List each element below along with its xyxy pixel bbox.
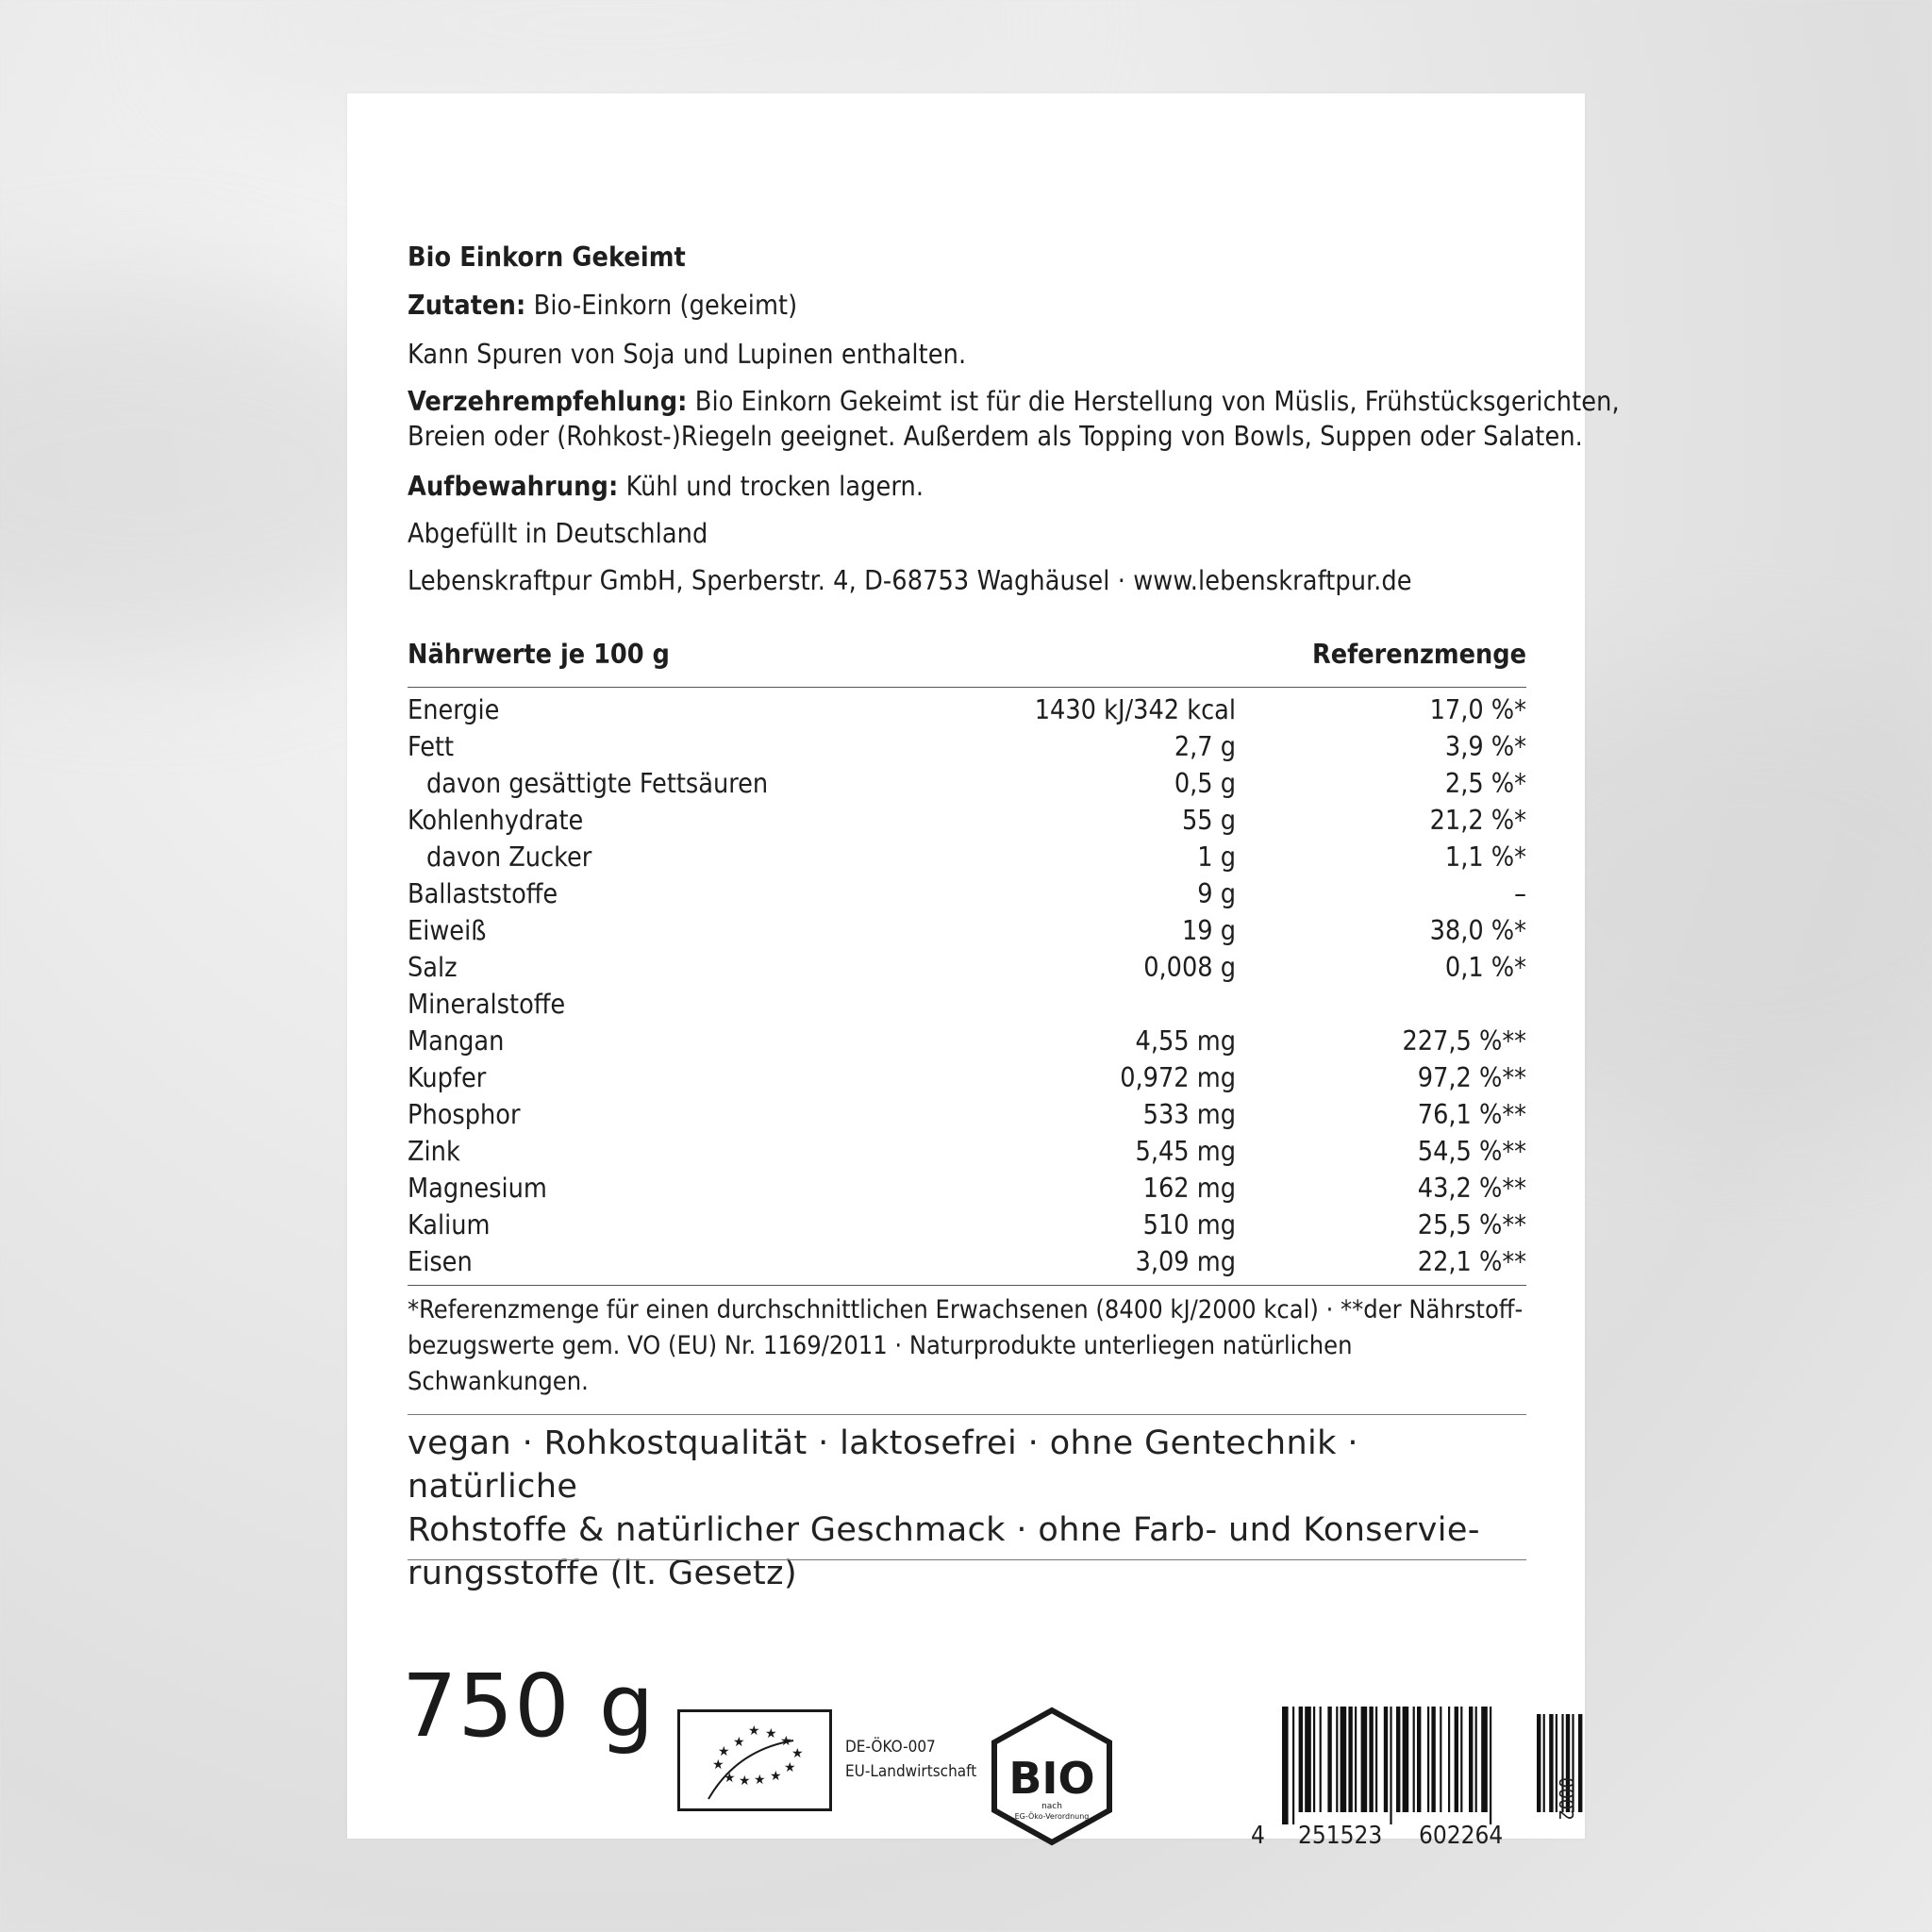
nutrition-row [408,875,1526,912]
eu-organic-leaf-icon [677,1709,832,1811]
nutrient-reference: 43,2 %** [1417,1173,1526,1204]
svg-text:★: ★ [739,1774,751,1789]
barcode-bar [1369,1707,1373,1812]
barcode-bar [1403,1707,1409,1812]
barcode-bar [1299,1707,1303,1812]
barcode-bar [1313,1707,1315,1812]
barcode-bar [1336,1707,1338,1812]
claims-line: Rohstoffe & natürlicher Geschmack · ohne Farb- und Konservie- [408,1511,1480,1549]
footnote-line: *Referenzmenge für einen durchschnittlichen Erwachsenen (8400 kJ/2000 kcal) · **der Nährstoff- [408,1295,1524,1324]
nutrient-name: Kohlenhydrate [408,805,584,836]
nutrient-name: Energie [408,694,500,725]
nutrient-value: 162 mg [1142,1173,1236,1204]
barcode-bars [1278,1707,1588,1824]
nutrient-reference: 25,5 %** [1417,1209,1526,1241]
nutrient-name: Eiweiß [408,915,487,946]
svg-text:★: ★ [733,1735,745,1750]
barcode-bar [1348,1707,1352,1812]
nutrient-reference: 2,5 %* [1444,768,1526,799]
nutrition-header-left: Nährwerte je 100 g [408,639,670,670]
product-label [347,93,1620,1850]
barcode-bar [1460,1707,1462,1812]
ingredients-label: Zutaten: [408,290,526,321]
nutrient-value: 0,008 g [1143,952,1236,983]
nutrient-value: 19 g [1181,915,1236,946]
barcode-addon-bar [1549,1714,1553,1812]
nutrition-top-rule [408,687,1526,688]
barcode-bar [1396,1707,1400,1812]
bio-seal-icon-graphic [989,1707,1115,1846]
nutrition-row [408,839,1526,875]
nutrient-value: 3,09 mg [1135,1246,1236,1277]
nutrient-name: Zink [408,1136,460,1167]
barcode-bar [1282,1707,1289,1824]
nutrition-bottom-rule [408,1285,1526,1286]
nutrient-value: 1 g [1197,841,1236,873]
svg-text:★: ★ [718,1744,730,1759]
nutrient-value: 0,972 mg [1120,1062,1236,1093]
nutrient-name: davon Zucker [426,841,592,873]
nutrient-name: Ballaststoffe [408,878,558,909]
bio-seal-sub: nach [1041,1802,1062,1811]
claims-line: vegan · Rohkostqualität · laktosefrei · ohne Gentechnik · natürliche [408,1424,1358,1506]
nutrition-footnote [408,1292,1526,1400]
nutrient-name: davon gesättigte Fettsäuren [426,768,769,799]
barcode-bar [1361,1707,1368,1812]
footnote-line: bezugswerte gem. VO (EU) Nr. 1169/2011 · Naturprodukte unterliegen natürlichen Schwankungen. [408,1331,1353,1396]
barcode-bar [1375,1707,1377,1812]
eu-certification-code [845,1735,976,1784]
nutrient-reference: 21,2 %* [1429,805,1526,836]
nutrient-reference: 3,9 %* [1444,731,1526,762]
nutrient-reference: 38,0 %* [1429,915,1526,946]
barcode-bar [1455,1707,1458,1812]
nutrient-value: 55 g [1181,805,1236,836]
svg-text:★: ★ [791,1746,804,1761]
nutrient-name: Salz [408,952,458,983]
barcode-bar [1475,1707,1477,1812]
storage-line [408,469,924,504]
nutrient-reference: 22,1 %** [1417,1246,1526,1277]
agriculture-origin: EU-Landwirtschaft [845,1762,977,1781]
net-weight: 750 g [402,1656,656,1757]
barcode-bar [1481,1707,1488,1812]
barcode-addon-bar [1578,1714,1582,1812]
barcode-addon: 0002 [1555,1777,1577,1821]
recommendation-label: Verzehrempfehlung: [408,386,688,417]
nutrient-reference: 0,1 %* [1444,952,1526,983]
barcode-addon-bar [1537,1714,1541,1812]
nutrient-value: 533 mg [1142,1099,1236,1130]
nutrient-name: Mineralstoffe [408,989,566,1020]
recommendation-line [408,384,1620,419]
barcode-bar [1390,1707,1391,1824]
barcode-bar [1305,1707,1311,1812]
nutrient-name: Eisen [408,1246,473,1277]
nutrition-row [408,1243,1526,1280]
barcode-group-2: 602264 [1419,1822,1504,1850]
ingredients-text: Bio-Einkorn (gekeimt) [533,290,798,321]
storage-label: Aufbewahrung: [408,471,619,502]
barcode-group-1: 251523 [1298,1822,1383,1850]
eu-organic-leaf-icon-graphic [680,1712,829,1808]
svg-text:★: ★ [724,1771,736,1786]
nutrition-header-right: Referenzmenge [1311,639,1526,670]
nutrient-name: Phosphor [408,1099,521,1130]
barcode-addon-bar [1543,1714,1545,1812]
nutrition-row [408,1023,1526,1059]
recommendation-text: Bio Einkorn Gekeimt ist für die Herstellung von Müslis, Frühstücksgerichten, [694,386,1620,417]
origin-note: Abgefüllt in Deutschland [408,518,708,549]
bio-seal-sub: EG-Öko-Verordnung [1014,1812,1090,1821]
nutrient-value: 5,45 mg [1135,1136,1236,1167]
nutrition-row [408,691,1526,728]
product-title: Bio Einkorn Gekeimt [408,242,686,273]
barcode-bar [1327,1707,1331,1812]
nutrition-row [408,765,1526,802]
control-body-code: DE-ÖKO-007 [845,1738,936,1757]
claims-line: rungsstoffe (lt. Gesetz) [408,1555,798,1592]
nutrition-row [408,986,1526,1023]
nutrient-reference: – [1514,878,1526,909]
claims-bottom-rule [408,1559,1526,1560]
nutrient-name: Magnesium [408,1173,547,1204]
nutrient-reference: 1,1 %* [1444,841,1526,873]
storage-text: Kühl und trocken lagern. [625,471,924,502]
bio-seal-icon [989,1707,1115,1846]
nutrient-reference: 17,0 %* [1429,694,1526,725]
nutrition-row [408,1133,1526,1170]
nutrient-reference: 97,2 %** [1417,1062,1526,1093]
nutrient-name: Kupfer [408,1062,487,1093]
nutrient-reference: 54,5 %** [1417,1136,1526,1167]
svg-text:★: ★ [765,1726,777,1741]
barcode-bar [1440,1707,1441,1812]
nutrient-value: 0,5 g [1174,768,1236,799]
svg-text:★: ★ [780,1734,792,1749]
svg-text:★: ★ [784,1760,796,1775]
nutrient-value: 4,55 mg [1135,1025,1236,1057]
nutrient-value: 9 g [1197,878,1236,909]
nutrient-name: Kalium [408,1209,491,1241]
allergen-note: Kann Spuren von Soja und Lupinen enthalten. [408,339,967,370]
barcode-bar [1341,1707,1347,1812]
nutrition-row [408,1207,1526,1243]
nutrient-name: Fett [408,731,455,762]
nutrition-row [408,1059,1526,1096]
product-claims [408,1422,1526,1595]
bio-seal-text: BIO [1008,1753,1095,1804]
barcode-bar [1320,1707,1322,1812]
barcode-bar [1490,1707,1491,1824]
barcode-bar [1384,1707,1388,1812]
barcode-bar [1417,1707,1421,1812]
nutrition-row [408,802,1526,839]
ingredients-line [408,288,797,323]
nutrient-reference: 76,1 %** [1417,1099,1526,1130]
barcode-bar [1413,1707,1415,1812]
svg-text:★: ★ [748,1724,760,1739]
nutrition-row [408,949,1526,986]
barcode-bar [1292,1707,1294,1824]
nutrition-header [408,639,1526,675]
barcode-bar [1431,1707,1435,1812]
nutrient-value: 2,7 g [1174,731,1236,762]
recommendation-text-2: Breien oder (Rohkost-)Riegeln geeignet. Außerdem als Topping von Bowls, Suppen oder Salaten. [408,421,1583,452]
nutrition-row [408,728,1526,765]
nutrient-value: 1430 kJ/342 kcal [1034,694,1236,725]
barcode-bar [1427,1707,1429,1812]
barcode-digit-first: 4 [1251,1822,1265,1850]
nutrition-row [408,1096,1526,1133]
barcode-bar [1469,1707,1473,1812]
barcode-bar [1355,1707,1357,1812]
barcode-bar [1448,1707,1450,1812]
nutrition-row [408,1170,1526,1207]
nutrient-reference: 227,5 %** [1402,1025,1526,1057]
svg-text:★: ★ [754,1773,766,1788]
svg-text:★: ★ [770,1769,782,1784]
nutrient-name: Mangan [408,1025,505,1057]
claims-top-rule [408,1414,1526,1415]
svg-text:★: ★ [712,1757,724,1773]
manufacturer-address: Lebenskraftpur GmbH, Sperberstr. 4, D-68753 Waghäusel · www.lebenskraftpur.de [408,565,1412,596]
nutrition-row [408,912,1526,949]
nutrient-value: 510 mg [1142,1209,1236,1241]
